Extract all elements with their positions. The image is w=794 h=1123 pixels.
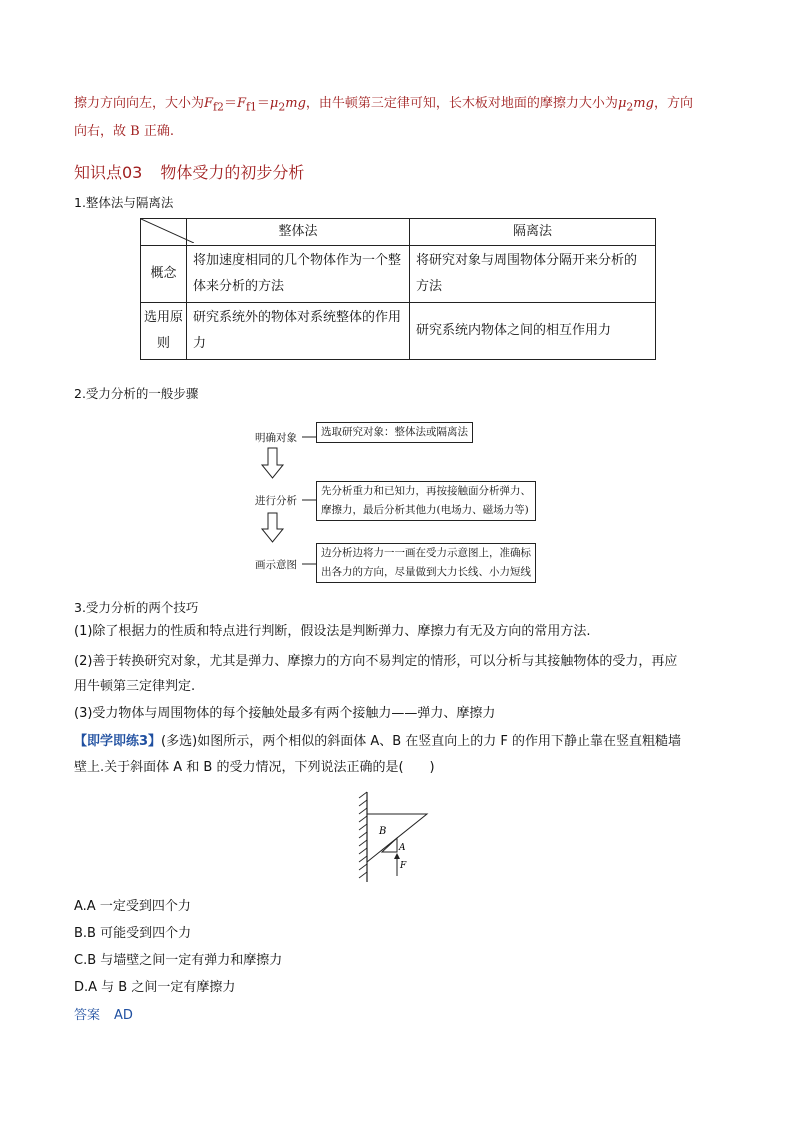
multi-select-label: (多选) <box>161 734 198 749</box>
force-subscript: f2 <box>213 100 224 114</box>
answer-line <box>74 1004 133 1023</box>
force-arrowhead <box>394 853 400 859</box>
flow-box-3-line-2: 出各力的方向，尽量做到大力长线、小力短线 <box>321 566 531 578</box>
label-a: A <box>399 843 406 853</box>
flow-step-1: 明确对象 <box>255 432 297 444</box>
subheading-3: 3.受力分析的两个技巧 <box>74 600 199 615</box>
label-b: B <box>379 826 387 837</box>
flow-box-2 <box>316 481 536 521</box>
down-arrow-icon <box>262 448 283 478</box>
intro-line-1 <box>74 94 693 118</box>
table-cell: 将研究对象与周围物体分隔开来分析的方法 <box>410 246 656 303</box>
flow-box-2-line-2: 摩擦力，最后分析其他力(电场力、磁场力等) <box>321 504 529 516</box>
flow-step-3: 画示意图 <box>255 559 297 571</box>
flow-box-2-line-1: 先分析重力和已知力，再按接触面分析弹力、 <box>321 485 531 497</box>
table-row-label: 选用原则 <box>141 303 187 360</box>
force-symbol: F <box>236 96 246 111</box>
flow-box-3 <box>316 543 536 583</box>
table-corner-cell <box>141 219 187 246</box>
answer-value: AD <box>114 1008 133 1023</box>
mu-subscript: 2 <box>278 100 286 114</box>
table-row <box>141 246 656 303</box>
force-symbol: F <box>204 96 214 111</box>
intro-text-a: 擦力方向向左，大小为 <box>74 96 205 111</box>
intro-text-b: ，由牛顿第三定律可知，长木板对地面的摩擦力大小为 <box>305 96 618 111</box>
down-arrow-icon <box>262 513 283 542</box>
intro-text-c: ，方向 <box>653 96 693 111</box>
option-d: D.A 与 B 之间一定有摩擦力 <box>74 980 236 995</box>
intro-line-2: 向右，故 B 正确. <box>74 124 174 139</box>
practice-question-line-1 <box>74 731 681 753</box>
mg-symbol: mg <box>633 96 654 111</box>
tip-2-line-2: 用牛顿第三定律判定. <box>74 679 196 694</box>
section-number: 知识点03 <box>74 163 143 182</box>
table-row <box>141 303 656 360</box>
flow-step-2: 进行分析 <box>255 495 297 507</box>
option-c: C.B 与墙壁之间一定有弹力和摩擦力 <box>74 953 283 968</box>
flow-box-3-line-1: 边分析边将力一一画在受力示意图上，准确标 <box>321 547 531 559</box>
force-subscript: f1 <box>246 100 257 114</box>
table-header-row <box>141 219 656 246</box>
section-heading <box>74 160 304 183</box>
practice-tag: 【即学即练3】 <box>74 734 162 749</box>
flow-box-1: 选取研究对象：整体法或隔离法 <box>316 422 473 443</box>
option-b: B.B 可能受到四个力 <box>74 926 192 941</box>
table-cell: 将加速度相同的几个物体作为一个整体来分析的方法 <box>187 246 410 303</box>
mg-symbol: mg <box>285 96 306 111</box>
equals-sign: ＝ <box>223 96 237 111</box>
mu-symbol: μ <box>269 96 279 111</box>
answer-label: 答案 <box>74 1008 101 1023</box>
table-col-header-2: 隔离法 <box>410 219 656 246</box>
table-row-label: 概念 <box>141 246 187 303</box>
label-f: F <box>400 861 407 871</box>
option-a: A.A 一定受到四个力 <box>74 899 191 914</box>
mu-subscript: 2 <box>626 100 634 114</box>
incline-figure <box>355 790 445 886</box>
subheading-2: 2.受力分析的一般步骤 <box>74 386 199 401</box>
diagonal-line <box>141 219 194 243</box>
tip-2-line-1: (2)善于转换研究对象，尤其是弹力、摩擦力的方向不易判定的情形，可以分析与其接触物体的受力，再应 <box>74 654 678 669</box>
question-text: 如图所示，两个相似的斜面体 A、B 在竖直向上的力 F 的作用下静止靠在竖直粗糙墙 <box>197 734 682 749</box>
table-col-header-1: 整体法 <box>187 219 410 246</box>
practice-question-line-2: 壁上.关于斜面体 A 和 B 的受力情况，下列说法正确的是( ) <box>74 760 435 775</box>
mu-symbol: μ <box>617 96 627 111</box>
subheading-1: 1.整体法与隔离法 <box>74 195 174 210</box>
block-a-shape <box>382 838 397 852</box>
comparison-table <box>140 218 656 360</box>
tip-3: (3)受力物体与周围物体的每个接触处最多有两个接触力——弹力、摩擦力 <box>74 706 496 721</box>
equals-sign: ＝ <box>256 96 270 111</box>
table-cell: 研究系统内物体之间的相互作用力 <box>410 303 656 360</box>
section-title: 物体受力的初步分析 <box>160 163 305 182</box>
tip-1: (1)除了根据力的性质和特点进行判断，假设法是判断弹力、摩擦力有无及方向的常用方法. <box>74 624 591 639</box>
wall-hatching <box>359 792 367 878</box>
table-cell: 研究系统外的物体对系统整体的作用力 <box>187 303 410 360</box>
